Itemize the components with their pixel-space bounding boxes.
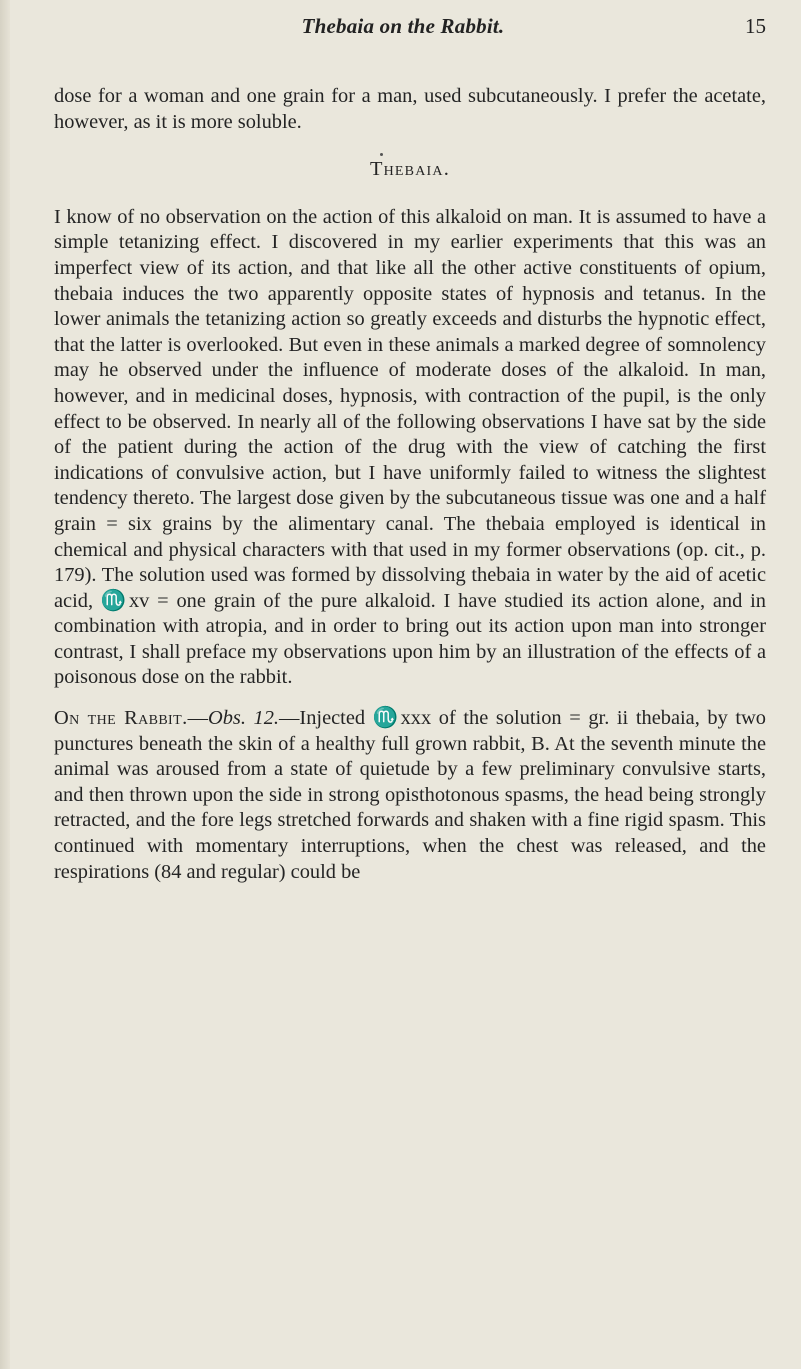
section-heading: Thebaia.	[369, 158, 451, 181]
observation-label: Obs. 12.	[207, 707, 280, 730]
running-title: Thebaia on the Rabbit.	[301, 14, 505, 38]
intro-paragraph: dose for a woman and one grain for a man, used subcutaneously. I prefer the acetate, however, as it is more soluble.	[54, 85, 766, 133]
page-number: 15	[745, 14, 766, 38]
observation-dash: —	[187, 707, 208, 730]
page-body	[54, 84, 766, 885]
observation-paragraph	[54, 706, 766, 885]
main-paragraph: I know of no observation on the action of this alkaloid on man. It is assumed to have a simple tetanizing effect. I discovered in my earlier experiments that this was an imperfect view of its action, and that like all the other active constituents of opium, thebaia induces the two apparently opposite states of hypnosis and tetanus. In the lower animals the tetanizing action so greatly exceeds and disturbs the hypnotic effect, that the latter is overlooked. But even in these animals a marked degree of somnolency may he observed under the influence of moderate doses of the alkaloid. In man, however, and in medicinal doses, hypnosis, with contraction of the pupil, is the only effect to be observed. In nearly all of the following observations I have sat by the side of the patient during the action of the drug with the view of catching the first indications of convulsive action, but I have uniformly failed to witness the slightest tendency thereto. The largest dose given by the subcutaneous tissue was one and a half grain = six grains by the alimentary canal. The thebaia employed is identical in chemical and physical characters with that used in my former observations (op. cit., p. 179). The solution used was formed by dissolving thebaia in water by the aid of acetic acid, ♏xv = one grain of the pure alkaloid. I have studied its action alone, and in combination with atropia, and in order to bring out its action upon man into stronger contrast, I shall preface my observations upon him by an illustration of the effects of a poisonous dose on the rabbit.	[54, 205, 766, 689]
observation-text: —Injected ♏xxx of the solution = gr. ii thebaia, by two punctures beneath the skin of a healthy full grown rabbit, B. At the seventh minute the animal was aroused from a state of quietude by a few preliminary convulsive starts, and then thrown upon the side in strong opisthotonous spasms, the head being strongly retracted, and the fore legs stretched forwards and shaken with a fine rigid spasm. This continued with momentary interruptions, when the chest was released, and the respirations (84 and regular) could be	[54, 707, 767, 883]
observation-lead: On the Rabbit.	[54, 707, 188, 730]
binding-gutter	[0, 0, 10, 1369]
page-header	[40, 14, 766, 48]
